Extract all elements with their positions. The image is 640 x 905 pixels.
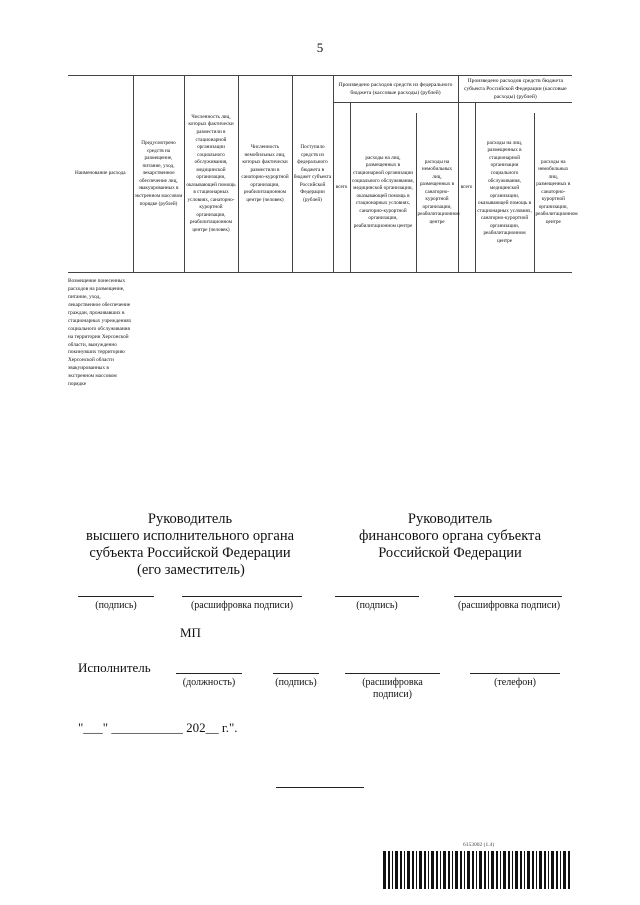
caption-position: (должность) (182, 677, 236, 688)
caption-executor-decode: (расшифровка подписи) (362, 677, 423, 700)
header-planned: Предусмотрено средств на размещение, питание, уход, лекарственное обеспечение лиц, эвакуированных в экстренном массовом порядке (рублей) (133, 76, 184, 273)
stamp-placeholder: МП (180, 625, 201, 640)
header-group-federal: Произведено расходов средств из федерального бюджета (кассовые расходы) (рублей) (333, 76, 458, 103)
header-name: Наименование расхода (68, 76, 133, 273)
signature-line-right[interactable] (335, 596, 419, 597)
header-reg-placed: расходы на лиц, размещенных в стационарной организации социального обслуживания, медицинской организации, оказывающей помощь в стационарных условиях, санаторно-курортной организации, реабилитационном центре (475, 113, 534, 273)
header-reg-total: всего (458, 103, 475, 273)
bottom-rule (276, 787, 364, 788)
executor-label: Исполнитель (78, 660, 151, 675)
signature-line-left[interactable] (78, 596, 154, 597)
executor-signature-line[interactable] (273, 673, 319, 674)
decode-line-left[interactable] (182, 596, 302, 597)
header-group-regional: Произведено расходов средств бюджета субъекта Российской Федерации (кассовые расходы) (рублей) (458, 76, 572, 103)
caption-phone: (телефон) (494, 677, 536, 688)
header-reg-mobile: расходы на немобильных лиц, размещенных в санаторно-курортной организации, реабилитационном центре (534, 113, 572, 273)
caption-decode-left: (расшифровка подписи) (190, 600, 294, 611)
row-label: Возмещение понесенных расходов на размещение, питание, уход, лекарственное обеспечение граждан, проживавших в стационарных учреждениях социального обслуживания на территории Херсонской области, вынужденно покинувших территорию Херсонской области эвакуированных в экстренном массовом порядке (68, 278, 132, 388)
page-number: 5 (316, 40, 324, 55)
header-count-mobile: Численность немобильных лиц, которых фактически разместили в санаторно-курортной организации, реабилитационном центре (человек) (238, 76, 292, 273)
barcode-image (383, 851, 571, 889)
barcode-number: 6153002 (1.4) (463, 842, 495, 848)
decode-line-right[interactable] (454, 596, 562, 597)
header-fed-mobile: расходы на немобильных лиц, размещенных в санаторно-курортной организации, реабилитационном центре (416, 113, 458, 273)
header-count-placed: Численность лиц, которых фактически разместили в стационарной организации социального обслуживания, медицинской организации, оказывающей помощь в стационарных условиях, санаторно-курортной организации, реабилитационном центре (человек) (184, 76, 238, 273)
right-signatory-title: Руководитель финансового органа субъекта Российской Федерации (358, 511, 541, 561)
header-fed-placed: расходы на лиц, размещенных в стационарной организации социального обслуживания, медицинской организации, оказывающей помощь в стационарных условиях, санаторно-курортной организации, реабилитационном центре (350, 113, 416, 273)
caption-decode-right: (расшифровка подписи) (457, 600, 561, 611)
phone-line[interactable] (470, 673, 560, 674)
left-signatory-title: Руководитель высшего исполнительного органа субъекта Российской Федерации (его заместитель) (85, 511, 295, 578)
caption-executor-signature: (подпись) (275, 677, 317, 688)
date-line: "___" ___________ 202__ г.". (78, 720, 238, 735)
header-fed-total: всего (333, 103, 350, 273)
header-received: Поступило средств из федерального бюджета в бюджет субъекта Российской Федерации (рублей) (292, 76, 333, 273)
caption-signature-left: (подпись) (95, 600, 137, 611)
expense-table (68, 75, 578, 273)
caption-signature-right: (подпись) (356, 600, 398, 611)
position-line[interactable] (176, 673, 242, 674)
executor-decode-line[interactable] (345, 673, 440, 674)
